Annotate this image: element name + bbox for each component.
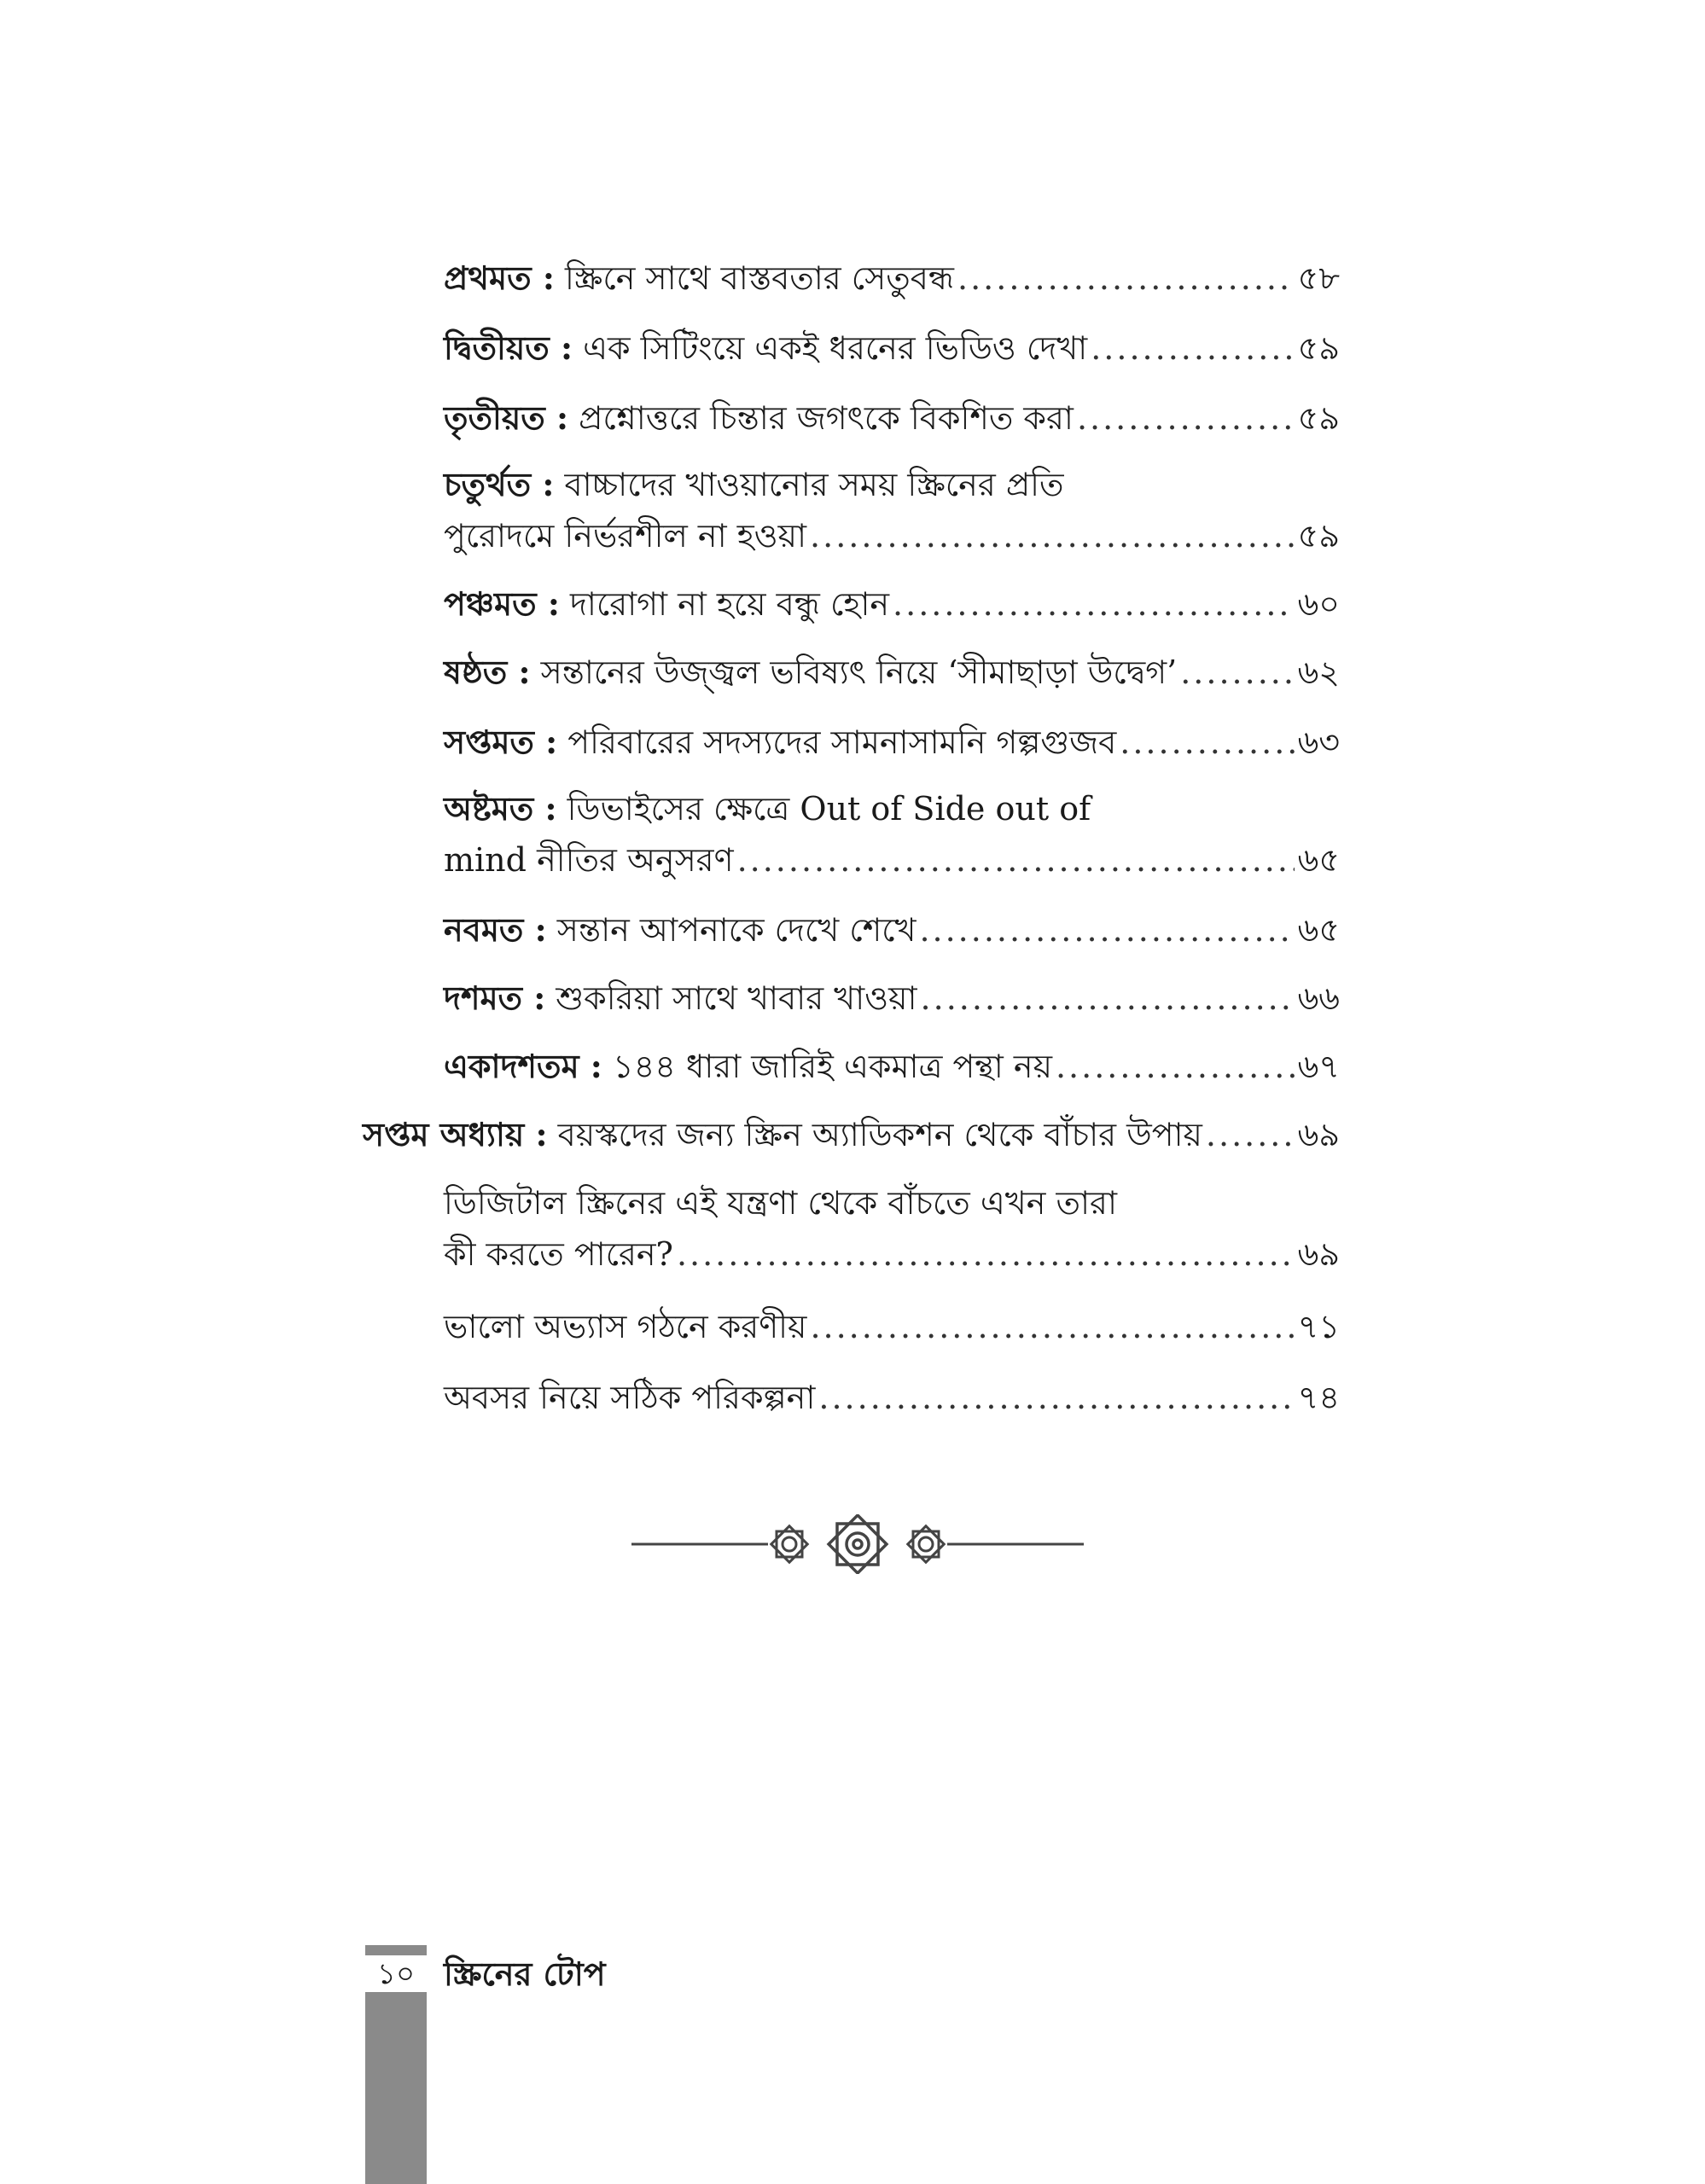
toc-entry-page: ৬৯ [1297, 1116, 1340, 1153]
toc-entry-label: একাদশতম : [444, 1047, 602, 1085]
toc-entry [444, 459, 1340, 561]
toc-entry-title: সন্তান আপনাকে দেখে শেখে [556, 911, 917, 949]
toc-entry-page: ৬২ [1297, 653, 1340, 691]
toc-entry-title: স্ক্রিনে সাথে বাস্তবতার সেতুবন্ধ [564, 259, 955, 297]
dot-leader [1120, 717, 1294, 768]
toc-entry [444, 1041, 1340, 1092]
toc-entry-page: ৬৬ [1297, 979, 1340, 1017]
toc-entry-title: অবসর নিয়ে সঠিক পরিকল্পনা [444, 1379, 816, 1416]
toc-entry-title: ডিজিটাল স্ক্রিনের এই যন্ত্রণা থেকে বাঁচতে এখন তারা [444, 1184, 1117, 1222]
toc-entry-page: ৭১ [1297, 1308, 1340, 1345]
dot-leader [1180, 647, 1294, 698]
toc-entry [444, 717, 1340, 768]
toc-entry-title: ১৪৪ ধারা জারিই একমাত্র পন্থা নয় [612, 1048, 1052, 1085]
toc-entry-title: ডিভাইসের ক্ষেত্রে Out of Side out of [567, 790, 1091, 828]
toc-entry-label: পঞ্চমত : [444, 584, 560, 623]
dot-leader [737, 834, 1295, 886]
toc-entry-page: ৭৪ [1297, 1379, 1340, 1416]
running-book-title: স্ক্রিনের টোপ [444, 1955, 606, 1993]
toc-entry-label: সপ্তমত : [444, 723, 558, 761]
page-number: ১০ [376, 1957, 416, 1991]
toc-entry [444, 578, 1340, 630]
dot-leader [810, 1301, 1294, 1352]
toc-entry-label: তৃতীয়ত : [444, 398, 569, 437]
dot-leader [957, 253, 1295, 304]
toc-entry-page: ৬৩ [1297, 723, 1340, 761]
toc-entry-page: ৬৭ [1297, 1048, 1340, 1085]
floral-ornament-icon [631, 1514, 1084, 1574]
toc-entry [444, 1372, 1340, 1423]
toc-entry-title: এক সিটিংয়ে একই ধরনের ভিডিও দেখা [583, 329, 1088, 367]
toc-chapter-entry [363, 1109, 1340, 1160]
footer-tab [365, 1992, 427, 2184]
toc-entry-title: বাচ্চাদের খাওয়ানোর সময় স্ক্রিনের প্রতি [564, 466, 1064, 503]
toc-entry-page: ৬৫ [1297, 911, 1340, 949]
dot-leader [1056, 1041, 1295, 1092]
toc-entry-page: ৬০ [1297, 585, 1340, 623]
toc-entry-label: প্রথমত : [444, 258, 555, 297]
dot-leader [1091, 322, 1294, 374]
toc-entry-page: ৬৫ [1297, 841, 1340, 879]
footer-bar [365, 1945, 427, 1955]
toc-entry-page: ৬৯ [1297, 1235, 1340, 1273]
dot-leader [1077, 392, 1295, 444]
dot-leader [893, 578, 1295, 630]
toc-chapter-label: সপ্তম অধ্যায় : [363, 1115, 548, 1153]
toc-entry-label: ষষ্ঠত : [444, 653, 531, 691]
dot-leader [818, 1372, 1294, 1423]
toc-entry-title: বয়স্কদের জন্য স্ক্রিন অ্যাডিকশন থেকে বাঁচার উপায় [557, 1116, 1202, 1153]
toc-entry [444, 392, 1340, 444]
toc-entry-title: শুকরিয়া সাথে খাবার খাওয়া [556, 979, 917, 1017]
toc-entry [444, 1177, 1340, 1280]
toc-entry-page: ৫৯ [1297, 399, 1340, 437]
toc-entry-title: পরিবারের সদস্যদের সামনাসামনি গল্পগুজব [567, 723, 1117, 761]
toc-entry [444, 253, 1340, 304]
dot-leader [810, 510, 1295, 561]
toc-entry [444, 322, 1340, 374]
toc-entry-label: নবমত : [444, 910, 547, 949]
toc-entry-title-continued: কী করতে পারেন? [444, 1235, 673, 1273]
toc-entry-page: ৫৯ [1297, 329, 1340, 367]
toc-entry [444, 783, 1340, 886]
dot-leader [1206, 1109, 1295, 1160]
toc-entry-title: দারোগা না হয়ে বন্ধু হোন [569, 585, 890, 623]
toc-entry-label: দশমত : [444, 979, 546, 1017]
toc-entry-page: ৫৮ [1297, 259, 1340, 297]
toc-entry [444, 647, 1340, 698]
toc-entry [444, 1301, 1340, 1352]
dot-leader [677, 1228, 1295, 1280]
decorative-divider [631, 1514, 1084, 1574]
dot-leader [919, 904, 1294, 956]
toc-entry-title: ভালো অভ্যাস গঠনে করণীয় [444, 1308, 807, 1345]
toc-entry-label: চতুর্থত : [444, 465, 555, 503]
toc-entry-page: ৫৯ [1297, 517, 1340, 555]
dot-leader [921, 973, 1295, 1024]
toc-entry-title: সন্তানের উজ্জ্বল ভবিষ্যৎ নিয়ে ‘সীমাছাড়া উদ্বেগ’ [540, 653, 1178, 691]
toc-entry-title-continued: mind নীতির অনুসরণ [444, 841, 734, 879]
toc-entry-title: প্রশ্নোত্তরে চিন্তার জগৎকে বিকশিত করা [579, 399, 1074, 437]
toc-entry-title-continued: পুরোদমে নির্ভরশীল না হওয়া [444, 517, 807, 555]
page-footer [365, 1945, 963, 2184]
toc-entry [444, 904, 1340, 956]
toc-entry-label: দ্বিতীয়ত : [444, 328, 573, 367]
toc-entry-label: অষ্টমত : [444, 789, 557, 828]
toc-entry [444, 973, 1340, 1024]
